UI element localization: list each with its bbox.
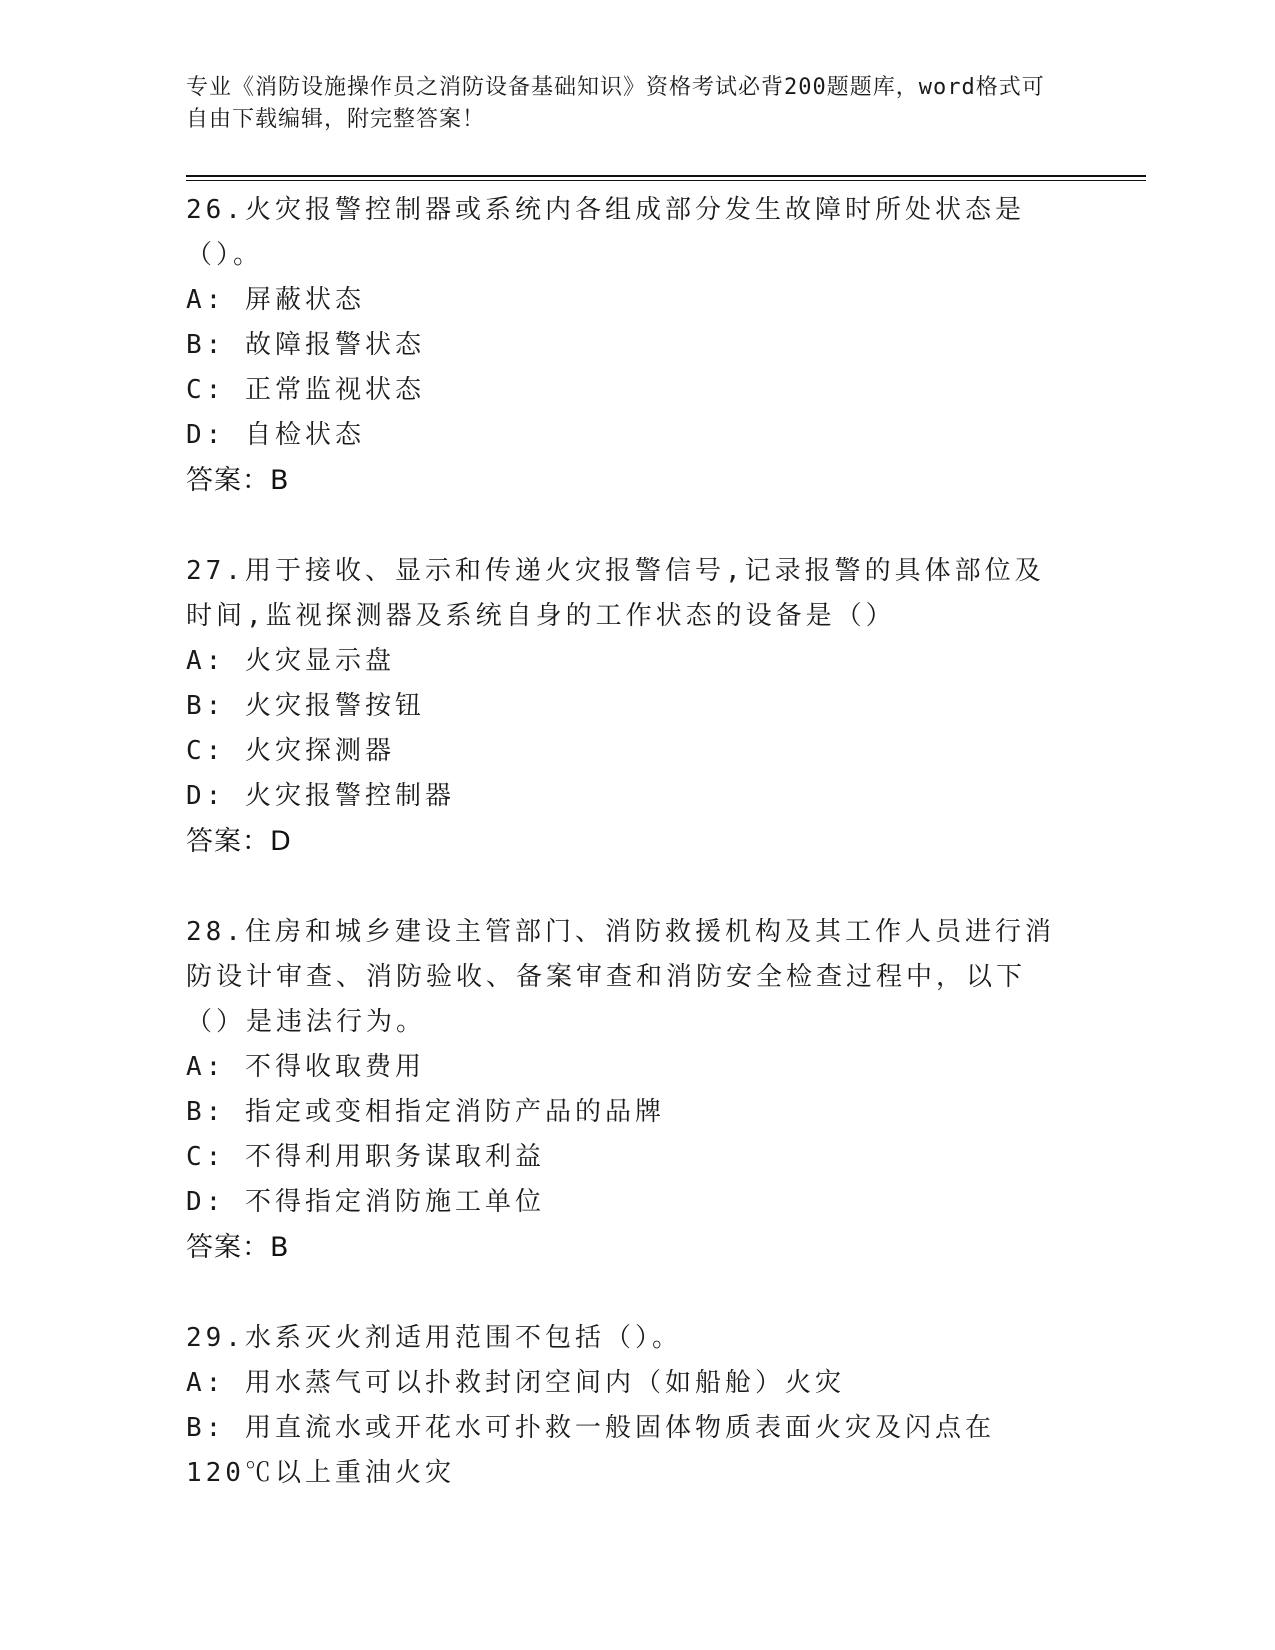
question-list: [186, 188, 1066, 1542]
answer-line: 答案：B: [186, 1232, 290, 1263]
answer-line: 答案：B: [186, 465, 290, 496]
question-26: [186, 188, 1066, 503]
option-d: D: 不得指定消防施工单位: [186, 1187, 545, 1217]
option-c: C: 正常监视状态: [186, 375, 425, 405]
option-a: A: 火灾显示盘: [186, 646, 395, 676]
option-d: D: 自检状态: [186, 420, 365, 450]
option-b: B: 用直流水或开花水可扑救一般固体物质表面火灾及闪点在120℃以上重油火灾: [186, 1413, 995, 1488]
option-b: B: 指定或变相指定消防产品的品牌: [186, 1097, 665, 1127]
question-stem: 27.用于接收、显示和传递火灾报警信号,记录报警的具体部位及时间,监视探测器及系统自身的工作状态的设备是（）: [186, 556, 1045, 631]
option-a: A: 用水蒸气可以扑救封闭空间内（如船舱）火灾: [186, 1368, 845, 1398]
question-stem: 29.水系灭火剂适用范围不包括（）。: [186, 1323, 682, 1353]
question-28: [186, 910, 1066, 1270]
document-header: 专业《消防设施操作员之消防设备基础知识》资格考试必背200题题库，word格式可自由下载编辑，附完整答案！: [186, 75, 1045, 132]
answer-line: 答案：D: [186, 826, 292, 857]
option-b: B: 火灾报警按钮: [186, 691, 425, 721]
option-a: A: 不得收取费用: [186, 1052, 425, 1082]
question-stem: 26.火灾报警控制器或系统内各组成部分发生故障时所处状态是（）。: [186, 195, 1025, 270]
option-b: B: 故障报警状态: [186, 330, 425, 360]
option-a: A: 屏蔽状态: [186, 285, 365, 315]
question-stem: 28.住房和城乡建设主管部门、消防救援机构及其工作人员进行消防设计审查、消防验收、备案审查和消防安全检查过程中，以下（）是违法行为。: [186, 917, 1055, 1037]
question-27: [186, 549, 1066, 864]
question-29: [186, 1316, 1066, 1496]
option-c: C: 火灾探测器: [186, 736, 395, 766]
header-divider-thick: [186, 175, 1146, 177]
header-divider-thin: [186, 180, 1146, 181]
option-d: D: 火灾报警控制器: [186, 781, 455, 811]
option-c: C: 不得利用职务谋取利益: [186, 1142, 545, 1172]
